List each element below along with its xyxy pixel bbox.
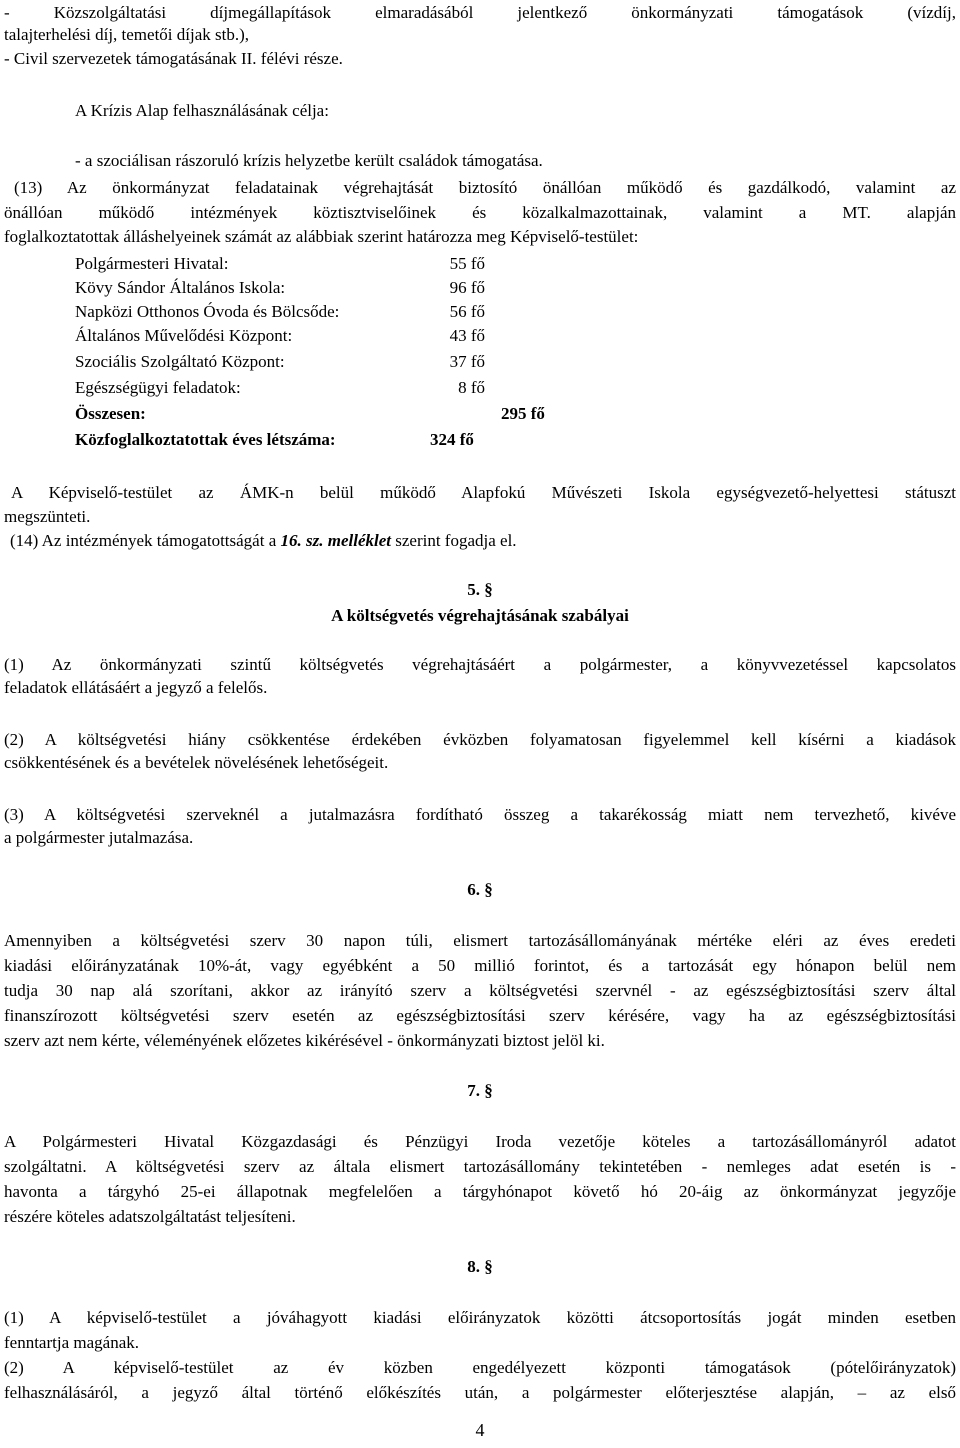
sec7-line: részére köteles adatszolgáltatást teljesíteni. (4, 1207, 296, 1226)
body-line: - Közszolgáltatási díjmegállapítások elmaradásából jelentkező önkormányzati támogatások (vízdíj, (4, 3, 956, 22)
section-icon: § (484, 1081, 493, 1100)
p14-post: szerint fogadja el. (390, 531, 517, 550)
section-icon: § (484, 1257, 493, 1276)
staff-row (75, 350, 485, 374)
section-icon: § (484, 880, 493, 899)
staff-row (75, 276, 485, 300)
staff-value: 37 fő (449, 352, 485, 371)
sec5-line: csökkentésének és a bevételek növelésének lehetőségeit. (4, 753, 389, 772)
p13-line: foglalkoztatottak álláshelyeinek számát az alábbiak szerint határozza meg Képviselő-testület: (4, 227, 639, 246)
amk-line: megszünteti. (4, 507, 91, 526)
sec5-line: feladatok ellátásáért a jegyző a felelős. (4, 678, 268, 697)
body-line: talajterhelési díj, temetői díjak stb.), (4, 25, 250, 44)
staff-row (75, 300, 485, 324)
section-5-title: A költségvetés végrehajtásának szabályai (331, 606, 629, 625)
section-7-number: 7. § (467, 1081, 493, 1100)
page-number: 4 (475, 1420, 485, 1440)
sec5-line: (2) A költségvetési hiány csökkentése érdekében évközben folyamatosan figyelemmel kell kísérni a kiadások (4, 730, 956, 749)
staff-value: 8 fő (458, 378, 485, 397)
p14 (10, 530, 517, 552)
staff-name: Polgármesteri Hivatal: (75, 254, 229, 273)
section-5-number: 5. § (467, 580, 493, 599)
staff-row (75, 376, 485, 400)
section-8-number: 8. § (467, 1257, 493, 1276)
sec6-line: Amennyiben a költségvetési szerv 30 napon túli, elismert tartozásállományának mértéke eléri az éves eredeti (4, 931, 956, 950)
p13-line: (13) Az önkormányzat feladatainak végrehajtását biztosító önállóan működő és gazdálkodó, valamint az (14, 178, 956, 197)
staff-name: Kövy Sándor Általános Iskola: (75, 278, 286, 297)
sec7-line: havonta a tárgyhó 25-ei állapotnak megfelelően a tárgyhónapot követő hó 20-áig az önkormányzat jegyzője (4, 1182, 956, 1201)
sec5-line: (3) A költségvetési szerveknél a jutalmazásra fordítható összeg a takarékosság miatt nem tervezhető, kivéve (4, 805, 956, 824)
section-6-number: 6. § (467, 880, 493, 899)
section-icon: § (484, 580, 493, 599)
amk-line: A Képviselő-testület az ÁMK-n belül működő Alapfokú Művészeti Iskola egységvezető-helyettesi státuszt (11, 483, 956, 502)
sec6-line: szerv azt nem kérte, véleményének előzetes kikérésével - önkormányzati biztost jelöl ki. (4, 1031, 605, 1050)
p14-ref: 16. sz. melléklet (280, 531, 391, 550)
staff-value: 96 fő (449, 278, 485, 297)
sec7-line: A Polgármesteri Hivatal Közgazdasági és Pénzügyi Iroda vezetője köteles a tartozásállományról adatot (4, 1132, 956, 1151)
sec7-line: szolgáltatni. A költségvetési szerv az általa elismert tartozásállomány tekintetében - nemleges adat esetén is - (4, 1157, 956, 1176)
staff-name: Általános Művelődési Központ: (75, 326, 293, 345)
sec8-line: (2) A képviselő-testület az év közben engedélyezett központi támogatások (pótelőirányzatok) (4, 1358, 956, 1377)
staff-name: Egészségügyi feladatok: (75, 378, 241, 397)
total-label: Összesen: (75, 404, 146, 423)
staff-row (75, 252, 485, 276)
p14-pre: (14) Az intézmények támogatottságát a (10, 531, 281, 550)
staff-name: Szociális Szolgáltató Központ: (75, 352, 285, 371)
p13-line: önállóan működő intézmények köztisztviselőinek és közalkalmazottainak, valamint a MT. alapján (4, 203, 956, 222)
sec6-line: tudja 30 nap alá szorítani, akkor az irányító szerv a költségvetési szervnél - az egészségbiztosítási szerv által (4, 981, 956, 1000)
kozfog-label: Közfoglalkoztatottak éves létszáma: (75, 430, 336, 449)
sec8-line: felhasználásáról, a jegyző által történő előkészítés után, a polgármester előterjesztése alapján, – az első (4, 1383, 956, 1402)
sec6-line: finanszírozott költségvetési szerv esetén az egészségbiztosítási szerv kérésére, vagy ha az egészségbiztosítási (4, 1006, 956, 1025)
krizis-title: A Krízis Alap felhasználásának célja: (75, 101, 329, 120)
sec8-line: (1) A képviselő-testület a jóváhagyott kiadási előirányzatok közötti átcsoportosítás jogát minden esetben (4, 1308, 956, 1327)
sec6-line: kiadási előirányzatának 10%-át, vagy egyébként a 50 millió forintot, és a tartozását egy hónapon belül nem (4, 956, 956, 975)
staff-value: 55 fő (449, 254, 485, 273)
sec5-line: (1) Az önkormányzati szintű költségvetés végrehajtásáért a polgármester, a könyvvezetéssel kapcsolatos (4, 655, 956, 674)
staff-row (75, 324, 485, 348)
kozfog-row (75, 428, 474, 452)
total-row (75, 402, 545, 426)
staff-name: Napközi Otthonos Óvoda és Bölcsőde: (75, 302, 340, 321)
sec5-line: a polgármester jutalmazása. (4, 828, 194, 847)
sec8-line: fenntartja magának. (4, 1333, 139, 1352)
kozfog-value: 324 fő (430, 430, 474, 449)
staff-value: 56 fő (449, 302, 485, 321)
body-line: - Civil szervezetek támogatásának II. félévi része. (4, 49, 343, 68)
staff-value: 43 fő (449, 326, 485, 345)
krizis-item: - a szociálisan rászoruló krízis helyzetbe került családok támogatása. (75, 151, 543, 170)
total-value: 295 fő (501, 404, 545, 423)
